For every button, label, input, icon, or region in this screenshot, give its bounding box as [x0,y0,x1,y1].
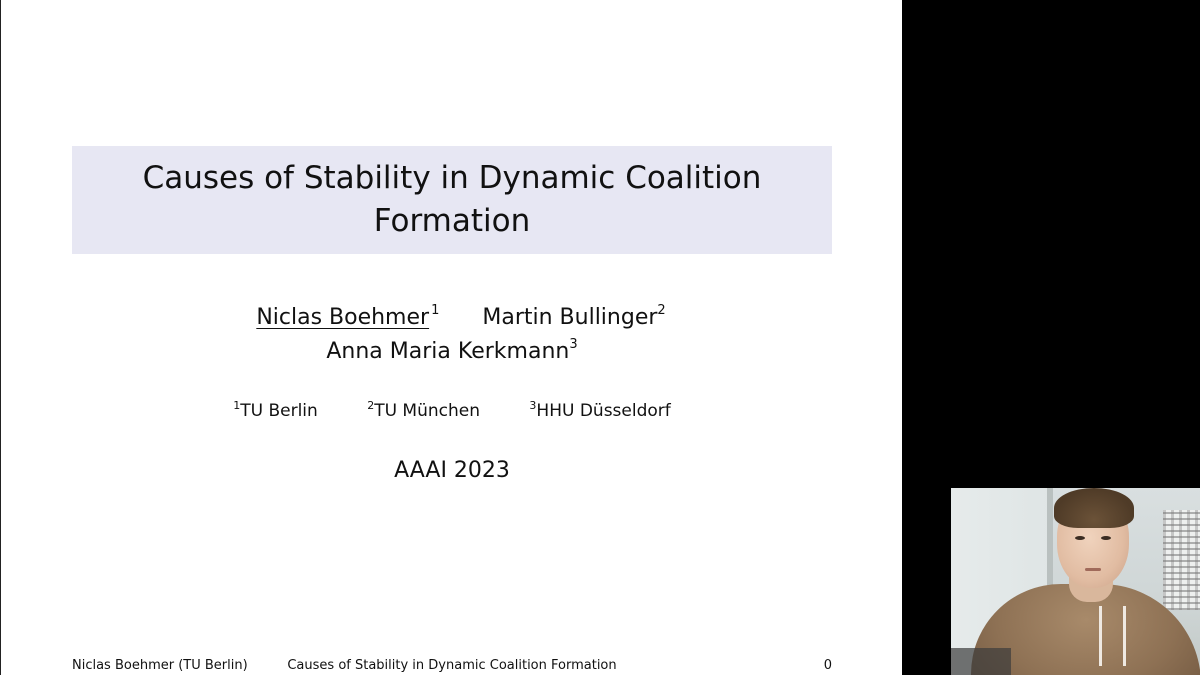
affiliations [72,398,832,424]
author [482,302,657,334]
affiliation [233,398,318,424]
title-box [72,146,832,254]
webcam-foreground-shadow [951,648,1011,675]
author-affiliation-mark: 1 [431,303,440,318]
footer-page-number: 0 [823,658,832,673]
slide-footer [72,656,832,675]
author-name: Martin Bullinger [482,305,658,330]
author-name: Anna Maria Kerkmann [326,339,570,364]
affiliation-name: TU München [374,401,481,421]
webcam-wall-poster [1163,510,1200,610]
hoodie-string [1123,606,1126,666]
footer-title: Causes of Stability in Dynamic Coalition Formation [287,658,617,673]
speaker-eye [1101,536,1111,540]
hoodie-string [1099,606,1102,666]
authors-line-2 [72,336,832,368]
author-name: Niclas Boehmer [256,305,430,330]
affiliation-name: HHU Düsseldorf [536,401,671,421]
footer-author: Niclas Boehmer (TU Berlin) [72,658,248,673]
author [326,336,569,368]
affiliation-mark: 2 [367,399,375,412]
affiliation [367,398,480,424]
affiliation [529,398,670,424]
venue: AAAI 2023 [394,458,510,483]
speaker-webcam [951,488,1200,675]
affiliation-mark: 3 [529,399,537,412]
affiliation-mark: 1 [233,399,241,412]
speaker-mouth [1085,568,1101,571]
author-affiliation-mark: 3 [569,337,578,352]
authors-line-1 [72,302,832,334]
speaker-eye [1075,536,1085,540]
author-presenter [256,302,429,334]
author-affiliation-mark: 2 [657,303,666,318]
speaker-hair [1054,488,1134,528]
slide-title: Causes of Stability in Dynamic Coalition Formation [142,160,762,239]
affiliation-name: TU Berlin [240,401,318,421]
